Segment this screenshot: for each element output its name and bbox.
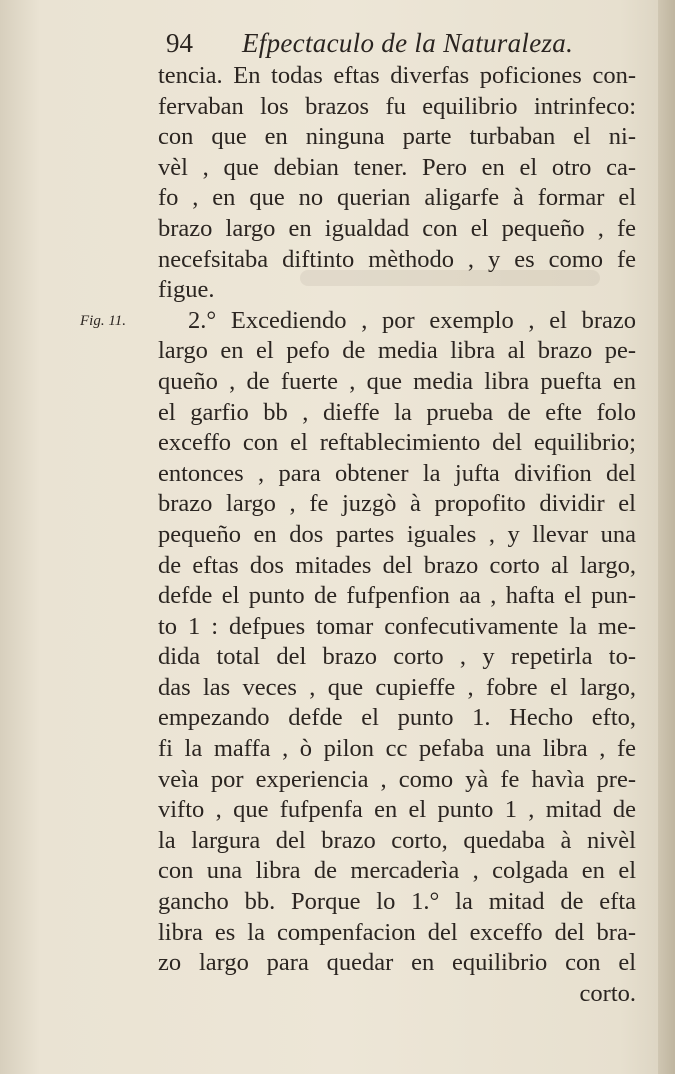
text-line: veìa por experiencia , como yà fe havìa pre- (158, 765, 636, 793)
text-line: dida total del brazo corto , y repetirla to- (158, 643, 636, 671)
text-line: con que en ninguna parte turbaban el ni- (158, 123, 636, 151)
text-line: la largura del brazo corto, quedaba à nivèl (158, 826, 636, 854)
text-line: entonces , para obtener la jufta divifion del (158, 459, 636, 487)
text-line: das las veces , que cupieffe , fobre el largo, (158, 673, 636, 701)
text-line: defde el punto de fufpenfion aa , hafta el pun- (158, 582, 636, 610)
text-line: to 1 : defpues tomar confecutivamente la me- (158, 612, 636, 640)
text-line: vèl , que debian tener. Pero en el otro ca- (158, 153, 636, 181)
body-text (158, 61, 636, 1009)
text-line: exceffo con el reftablecimiento del equilibrio; (158, 429, 636, 457)
page-gutter (658, 0, 675, 1074)
page-number: 94 (166, 28, 193, 58)
text-line: brazo largo en igualdad con el pequeño , fe (158, 214, 636, 242)
text-line: tencia. En todas eftas diverfas poficiones con- (158, 62, 636, 89)
text-line: libra es la compenfacion del exceffo del bra- (158, 918, 636, 946)
text-line: pequeño en dos partes iguales , y llevar una (158, 520, 636, 548)
text-line: vifto , que fufpenfa en el punto 1 , mitad de (158, 796, 636, 824)
text-line: fi la maffa , ò pilon cc pefaba una libra , fe (158, 735, 636, 763)
figure-reference: Fig. 11. (80, 313, 126, 329)
running-title: Efpectaculo de la Naturaleza. (242, 28, 574, 58)
text-line: necefsitaba diftinto mèthodo , y es como fe (158, 245, 636, 273)
text-line: 2.° Excediendo , por exemplo , el brazo (188, 306, 636, 334)
text-line: fervaban los brazos fu equilibrio intrinfeco: (158, 92, 636, 120)
text-line: fo , en que no querian aligarfe à formar el (158, 184, 636, 212)
text-line: gancho bb. Porque lo 1.° la mitad de efta (158, 888, 636, 916)
text-line: largo en el pefo de media libra al brazo pe- (158, 337, 636, 365)
text-line: brazo largo , fe juzgò à propofito dividir el (158, 490, 636, 518)
text-line: empezando defde el punto 1. Hecho efto, (158, 704, 636, 732)
text-line: zo largo para quedar en equilibrio con el (158, 949, 636, 977)
text-line: con una libra de mercaderìa , colgada en el (158, 857, 636, 885)
text-line: de eftas dos mitades del brazo corto al largo, (158, 551, 636, 579)
text-line: figue. (158, 276, 215, 304)
text-line: el garfio bb , dieffe la prueba de efte folo (158, 398, 636, 426)
catchword: corto. (579, 979, 636, 1007)
text-line: queño , de fuerte , que media libra puefta en (158, 367, 636, 395)
